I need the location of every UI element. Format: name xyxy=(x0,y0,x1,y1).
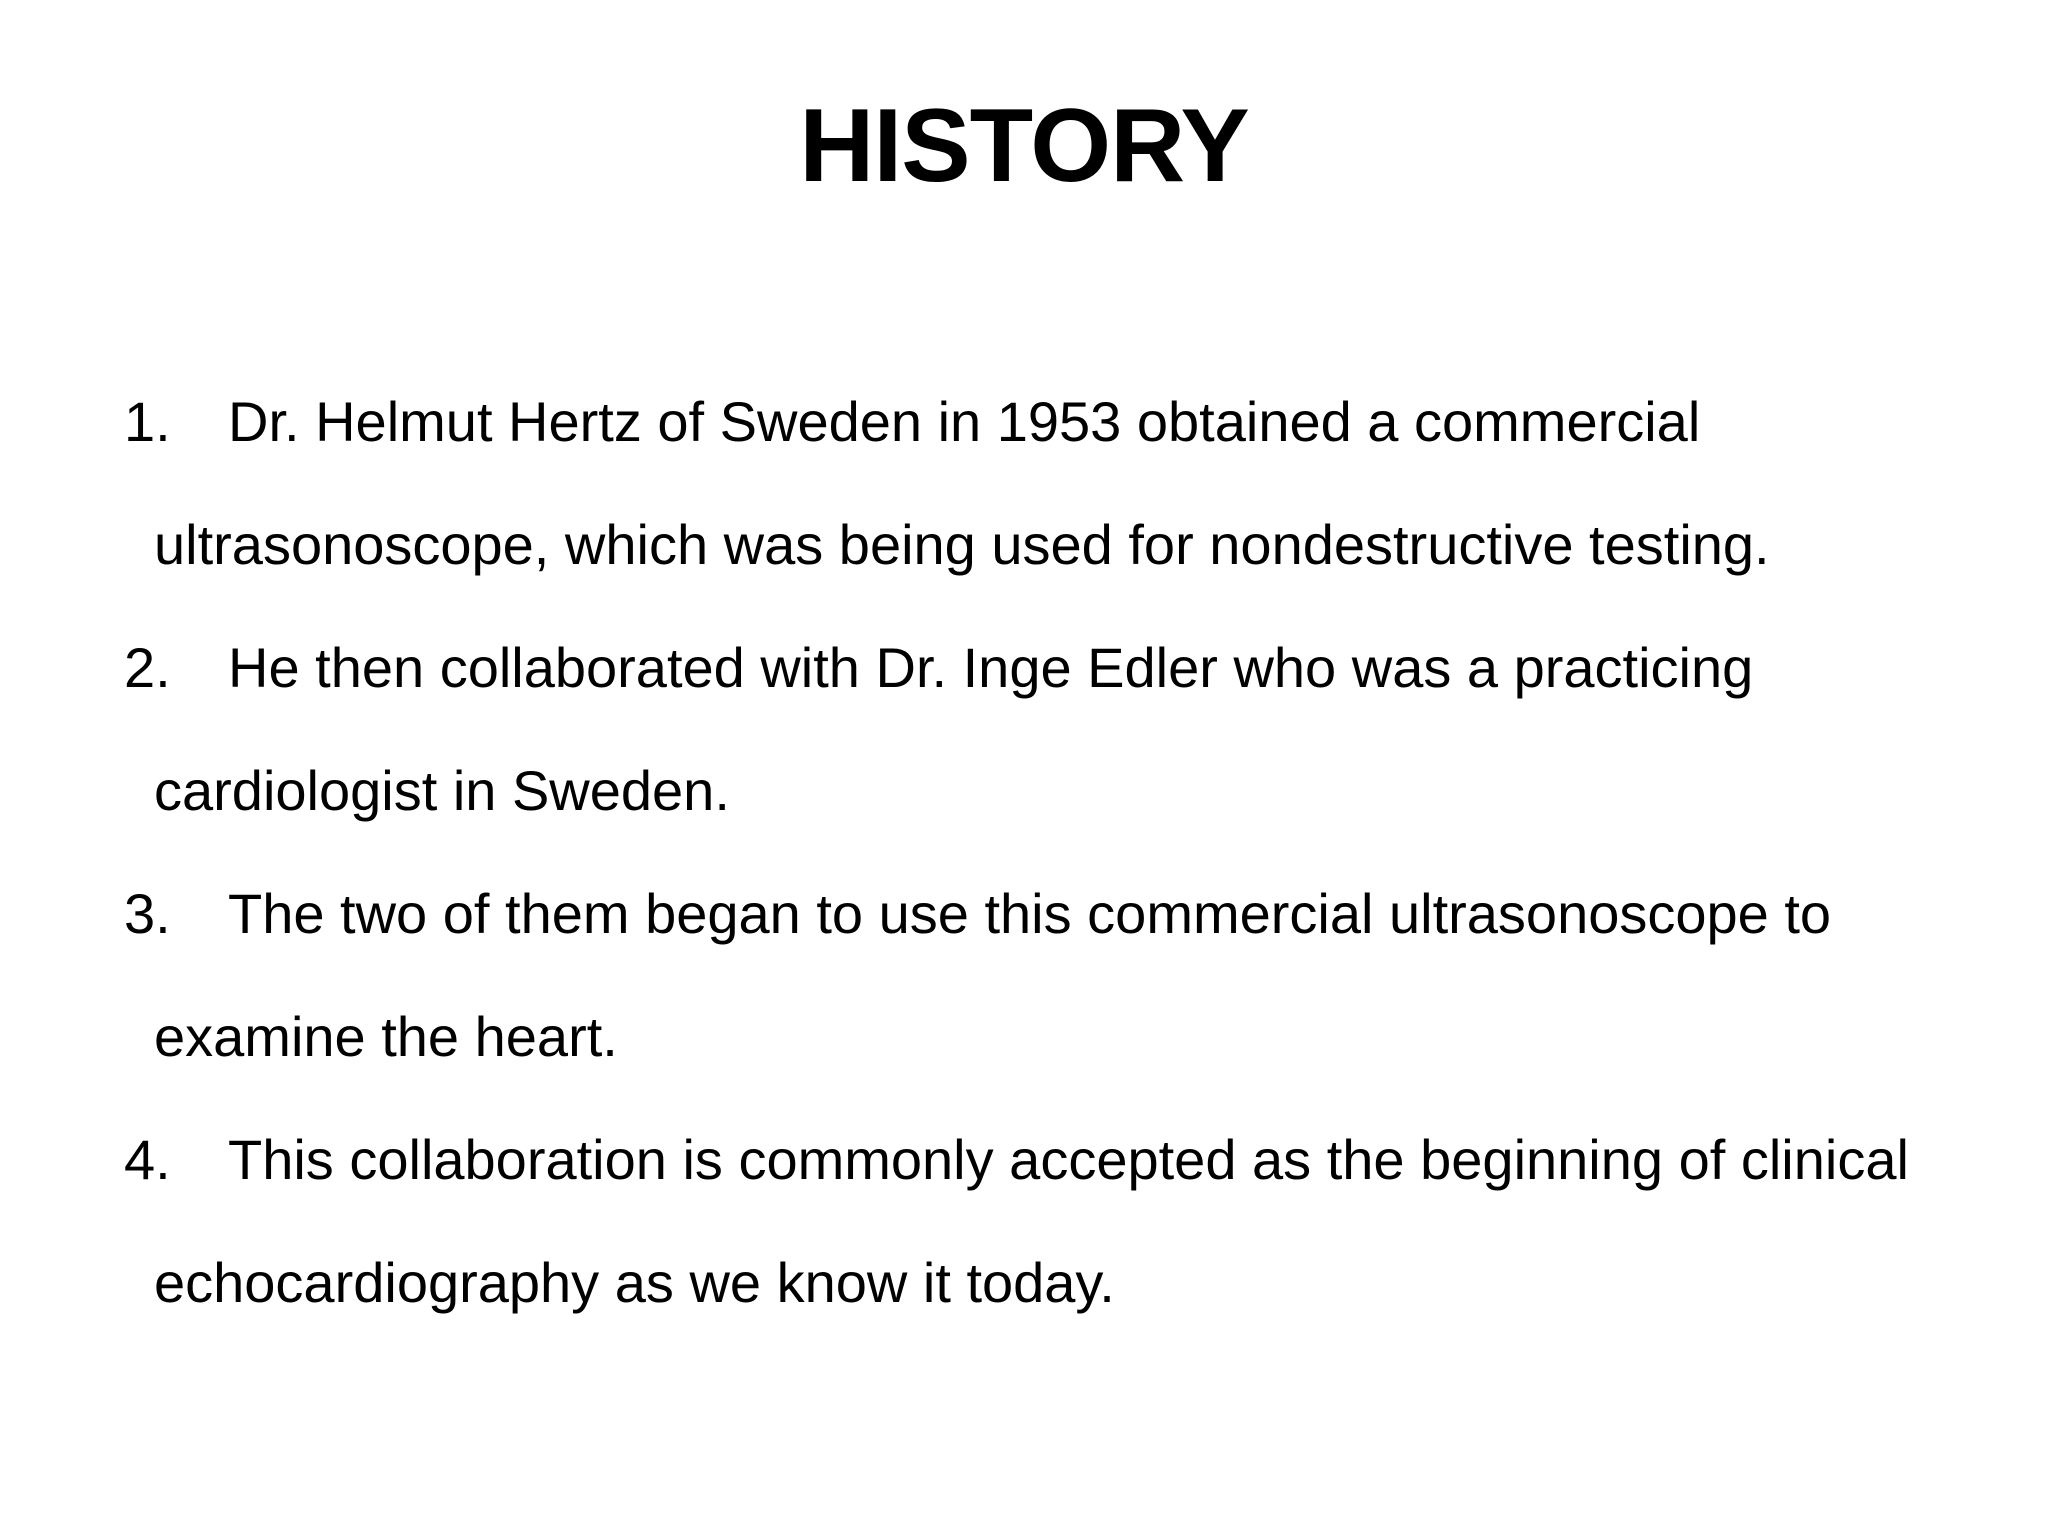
list-item xyxy=(124,1098,1954,1344)
list-item-number: 1. xyxy=(124,390,171,453)
list-item-number: 3. xyxy=(124,882,171,945)
list-item-text: This collaboration is commonly accepted as the beginning of clinical echocardiography as we know it today. xyxy=(154,1128,1909,1314)
slide-title: HISTORY xyxy=(799,88,1249,204)
list-item xyxy=(124,606,1954,852)
list-item-number: 4. xyxy=(124,1128,171,1191)
history-list xyxy=(124,360,1954,1344)
list-item-text: Dr. Helmut Hertz of Sweden in 1953 obtained a commercial ultrasonoscope, which was being used for nondestructive testing. xyxy=(154,390,1770,576)
list-item-text: He then collaborated with Dr. Inge Edler who was a practicing cardiologist in Sweden. xyxy=(154,636,1754,822)
list-item-number: 2. xyxy=(124,636,171,699)
list-item-text: The two of them began to use this commercial ultrasonoscope to examine the heart. xyxy=(154,882,1832,1068)
list-item xyxy=(124,360,1954,606)
list-item xyxy=(124,852,1954,1098)
